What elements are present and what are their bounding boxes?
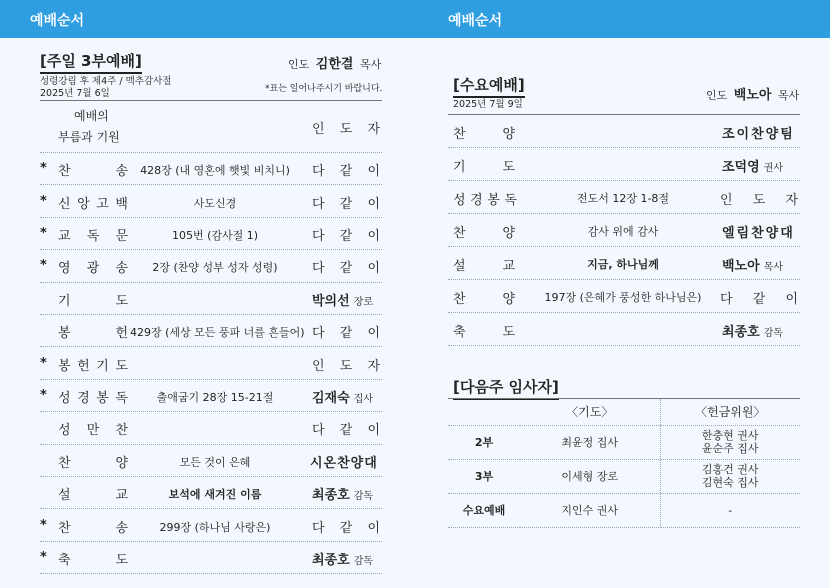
worship-item-name: 성 만 찬 [58, 423, 128, 439]
stand-marker: * [40, 225, 47, 241]
worship-row [40, 445, 382, 477]
stand-marker: * [40, 517, 47, 533]
person-role: 감독 [353, 491, 374, 503]
worship-item-name: 기 도 [58, 293, 128, 309]
worship-item-content: 감사 위에 감사 [587, 225, 659, 238]
worship-person: 다 같 이 [312, 261, 380, 277]
worship-item-name: 기 도 [453, 160, 515, 175]
worship-row [40, 542, 382, 574]
worship-item-content: 428장 (내 영혼에 햇빛 비치니) [140, 164, 290, 178]
worship-item-content: 2장 (찬양 성부 성자 성령) [152, 261, 278, 275]
worship-row [40, 412, 382, 444]
leader-title: 목사 [777, 89, 800, 102]
worship-item-name: 부름과 기원 [58, 130, 120, 144]
prayer-cell: 최윤정 집사 [520, 425, 660, 459]
worship-person: 백노아 목사 [722, 259, 784, 274]
worship-person: 최종호 감독 [722, 325, 784, 340]
worship-item-name: 봉 헌 기 도 [58, 358, 128, 374]
next-week-title: [다음주 임사자] [453, 376, 559, 400]
table-header-cell: 〈기도〉 [520, 399, 660, 425]
worship-row [448, 247, 800, 280]
worship-row [448, 313, 800, 346]
person-role: 목사 [763, 262, 784, 273]
worship-item-content: 모든 것이 은혜 [179, 455, 251, 469]
leader-title: 목사 [359, 58, 382, 71]
worship-item-name: 찬 송 [58, 520, 128, 536]
table-header-cell: 〈헌금위원〉 [660, 399, 800, 425]
prayer-cell: 이세형 장로 [520, 459, 660, 493]
offering-member: 김홍건 권사 [701, 463, 759, 476]
worship-row [40, 218, 382, 250]
sunday-leader [288, 53, 381, 72]
worship-row [448, 115, 800, 148]
worship-person: 김재숙 집사 [312, 390, 374, 406]
worship-person: 조이찬양팀 [722, 127, 795, 142]
offering-member: 윤순주 집사 [701, 442, 759, 455]
worship-row [40, 509, 382, 541]
stand-marker: * [40, 193, 47, 209]
sunday-season: 성령강림 후 제4주 / 맥추감사절 [40, 76, 172, 87]
left-header-title: 예배순서 [30, 13, 85, 29]
worship-row [448, 181, 800, 214]
worship-row [40, 283, 382, 315]
worship-item-name: 교 독 문 [58, 228, 128, 244]
worship-item-content: 429장 (세상 모든 풍파 너를 흔들어) [130, 326, 305, 340]
offering-cell [660, 425, 800, 459]
worship-item-name: 축 도 [58, 552, 128, 568]
header-bar [0, 0, 830, 38]
worship-row [40, 153, 382, 185]
right-header-title: 예배순서 [448, 13, 503, 29]
offering-cell [660, 459, 800, 493]
worship-person: 다 같 이 [312, 423, 380, 439]
worship-row [448, 280, 800, 313]
worship-item-name: 찬 양 [453, 292, 515, 307]
worship-row [40, 315, 382, 347]
worship-person: 인 도 자 [720, 193, 798, 208]
wednesday-leader [706, 84, 799, 103]
person-role: 장로 [353, 296, 374, 308]
worship-item-name: 봉 헌 [58, 326, 128, 342]
table-row [448, 493, 800, 527]
worship-item-name: 설 교 [58, 488, 128, 504]
worship-row [40, 380, 382, 412]
worship-item-content: 지금, 하나님께 [587, 258, 659, 271]
worship-item-content: 105번 (감사절 1) [171, 228, 259, 242]
worship-person: 다 같 이 [312, 326, 380, 342]
person-role: 감독 [763, 328, 784, 339]
worship-item-name: 설 교 [453, 259, 515, 274]
leader-prefix: 인도 [288, 58, 310, 71]
worship-item-content: 299장 (하나님 사랑은) [159, 520, 271, 534]
worship-item-name: 성 경 봉 독 [453, 193, 517, 208]
worship-row [448, 214, 800, 247]
worship-person: 다 같 이 [312, 520, 380, 536]
worship-person: 다 같 이 [720, 292, 798, 307]
worship-row [40, 347, 382, 379]
stand-marker: * [40, 161, 47, 177]
stand-marker: * [40, 355, 47, 371]
service-cell: 2부 [448, 425, 520, 459]
worship-item-name: 찬 양 [453, 127, 515, 142]
worship-item-name: 축 도 [453, 325, 515, 340]
worship-person: 다 같 이 [312, 228, 380, 244]
worship-row [448, 148, 800, 181]
stand-marker: * [40, 549, 47, 565]
worship-person: 최종호 감독 [312, 488, 374, 504]
worship-row [40, 477, 382, 509]
next-week-table [448, 399, 800, 528]
worship-item-content: 보석에 새겨진 이름 [168, 488, 262, 502]
person-role: 감독 [353, 555, 374, 567]
worship-item-name: 찬 양 [58, 455, 128, 471]
offering-member: - [728, 503, 733, 517]
worship-person: 인 도 자 [312, 122, 380, 137]
worship-person: 엘림찬양대 [722, 226, 795, 241]
worship-person: 다 같 이 [312, 164, 380, 180]
table-row [448, 425, 800, 459]
worship-person: 최종호 감독 [312, 552, 374, 568]
table-header-row [448, 399, 800, 425]
worship-item-name: 성 경 봉 독 [58, 390, 128, 406]
sunday-service-title: [주일 3부예배] [40, 50, 142, 74]
wednesday-date: 2025년 7월 9일 [453, 99, 523, 110]
service-cell: 3부 [448, 459, 520, 493]
prayer-cell: 지인수 권사 [520, 493, 660, 527]
worship-item-content: 사도신경 [193, 196, 237, 210]
leader-name: 백노아 [733, 88, 772, 103]
stand-marker: * [40, 258, 47, 274]
table-header-cell [448, 399, 520, 425]
worship-item-name: 찬 송 [58, 164, 128, 180]
worship-item-name: 영 광 송 [58, 261, 128, 277]
worship-item-name: 신 앙 고 백 [58, 196, 128, 212]
worship-person: 시온찬양대 [310, 455, 378, 471]
leader-name: 김한결 [315, 57, 354, 72]
worship-item-content: 전도서 12장 1-8절 [576, 192, 670, 205]
offering-member: 한충현 권사 [701, 429, 759, 442]
service-cell: 수요예배 [448, 493, 520, 527]
sunday-date: 2025년 7월 6일 [40, 88, 110, 99]
worship-row [40, 250, 382, 282]
person-role: 권사 [763, 163, 784, 174]
worship-row [40, 185, 382, 217]
worship-person: 박의선 장로 [312, 293, 374, 309]
worship-person: 다 같 이 [312, 196, 380, 212]
standing-note: *표는 일어나주시기 바랍니다. [265, 84, 383, 94]
worship-item-name: 찬 양 [453, 226, 515, 241]
leader-prefix: 인도 [706, 89, 728, 102]
worship-person: 인 도 자 [312, 358, 380, 374]
person-role: 집사 [353, 393, 374, 405]
worship-row [40, 101, 382, 153]
worship-item-content: 197장 (은혜가 풍성한 하나님은) [544, 291, 702, 304]
offering-cell [660, 493, 800, 527]
offering-member: 김현숙 집사 [701, 476, 759, 489]
wednesday-service-title: [수요예배] [453, 74, 525, 98]
worship-item-name: 예배의 [74, 109, 109, 123]
worship-item-content: 출애굽기 28장 15-21절 [156, 390, 274, 404]
table-row [448, 459, 800, 493]
stand-marker: * [40, 387, 47, 403]
worship-person: 조덕영 권사 [722, 160, 784, 175]
